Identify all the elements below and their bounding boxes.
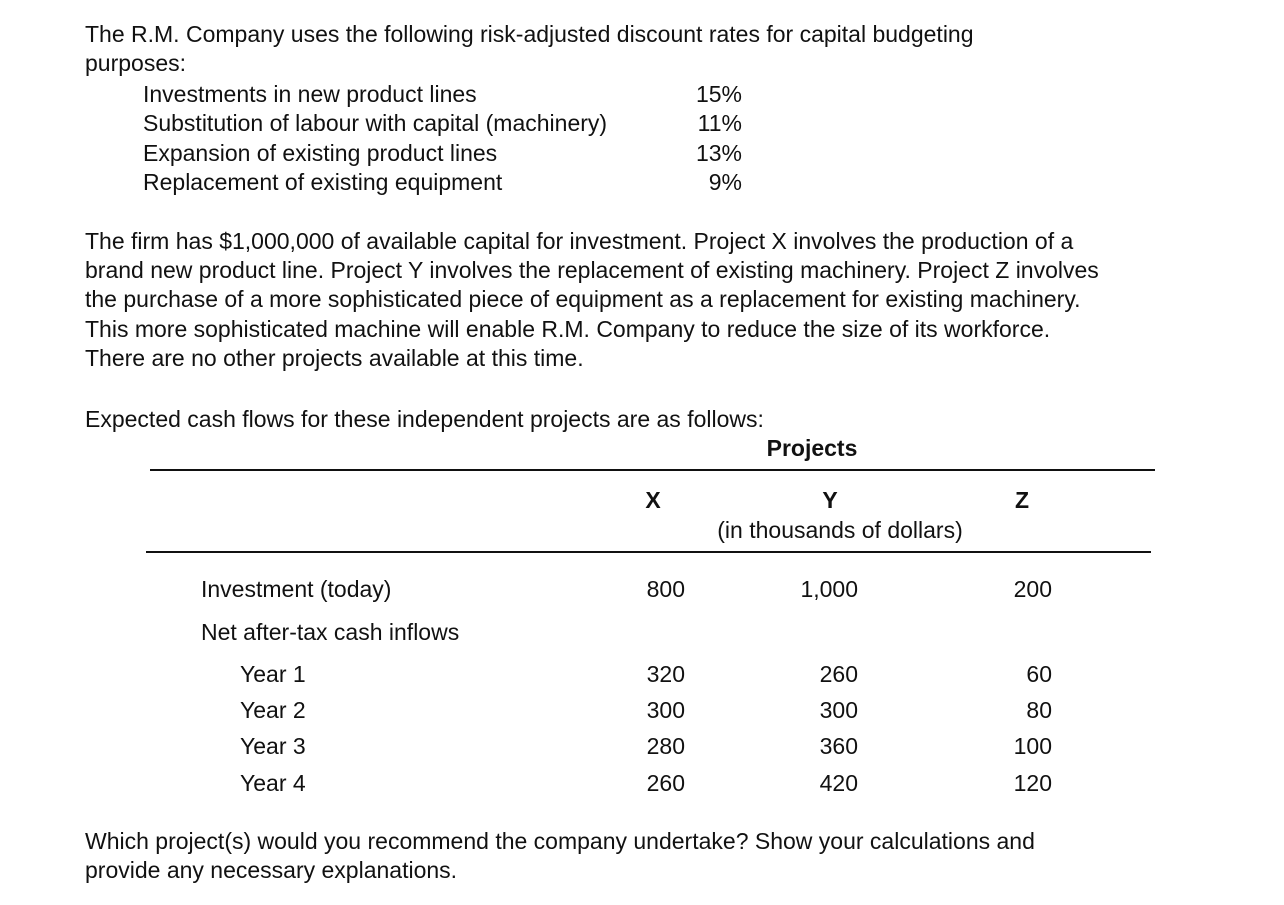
cell-y: 420 xyxy=(819,770,858,796)
intro-line-1: The R.M. Company uses the following risk-adjusted discount rates for capital budgeting xyxy=(85,21,974,47)
description-line: the purchase of a more sophisticated piece of equipment as a replacement for existing machinery. xyxy=(85,286,1081,312)
cell-x: 300 xyxy=(646,697,685,723)
cell-y: 1,000 xyxy=(800,576,858,602)
cell-y: 300 xyxy=(819,697,858,723)
rate-label: Replacement of existing equipment xyxy=(143,169,503,195)
cell-x: 260 xyxy=(646,770,685,796)
units-label: (in thousands of dollars) xyxy=(717,517,963,543)
cashflow-intro: Expected cash flows for these independent projects are as follows: xyxy=(85,406,764,432)
row-label: Year 3 xyxy=(240,733,306,759)
row-label: Year 4 xyxy=(240,770,306,796)
description-line: This more sophisticated machine will enable R.M. Company to reduce the size of its workforce. xyxy=(85,316,1051,342)
description-line: There are no other projects available at this time. xyxy=(85,345,584,371)
column-header-z: Z xyxy=(1014,487,1030,513)
rate-value: 9% xyxy=(708,169,742,195)
rate-value: 13% xyxy=(695,140,742,166)
rate-value: 15% xyxy=(695,81,742,107)
row-label: Year 1 xyxy=(240,661,306,687)
cell-z: 60 xyxy=(1026,661,1052,687)
row-label: Investment (today) xyxy=(201,576,392,602)
cell-y: 360 xyxy=(819,733,858,759)
table-top-rule xyxy=(150,469,1155,471)
column-header-y: Y xyxy=(822,487,838,513)
inflows-label: Net after-tax cash inflows xyxy=(201,619,460,645)
rate-label: Investments in new product lines xyxy=(143,81,477,107)
cell-y: 260 xyxy=(819,661,858,687)
description-line: The firm has $1,000,000 of available capital for investment. Project X involves the production of a xyxy=(85,228,1074,254)
table-header-rule xyxy=(146,551,1151,553)
intro-line-2: purposes: xyxy=(85,50,187,76)
question-line: provide any necessary explanations. xyxy=(85,857,458,883)
description-line: brand new product line. Project Y involves the replacement of existing machinery. Project Z involves xyxy=(85,257,1099,283)
row-label: Year 2 xyxy=(240,697,306,723)
projects-header: Projects xyxy=(766,435,858,461)
rate-value: 11% xyxy=(697,110,742,136)
cell-z: 100 xyxy=(1013,733,1052,759)
column-header-x: X xyxy=(645,487,661,513)
question-line: Which project(s) would you recommend the company undertake? Show your calculations and xyxy=(85,828,1035,854)
cell-x: 800 xyxy=(646,576,685,602)
cell-x: 280 xyxy=(646,733,685,759)
cell-z: 80 xyxy=(1026,697,1052,723)
cell-z: 200 xyxy=(1013,576,1052,602)
rate-label: Substitution of labour with capital (machinery) xyxy=(143,110,608,136)
rate-label: Expansion of existing product lines xyxy=(143,140,498,166)
cell-z: 120 xyxy=(1013,770,1052,796)
cell-x: 320 xyxy=(646,661,685,687)
